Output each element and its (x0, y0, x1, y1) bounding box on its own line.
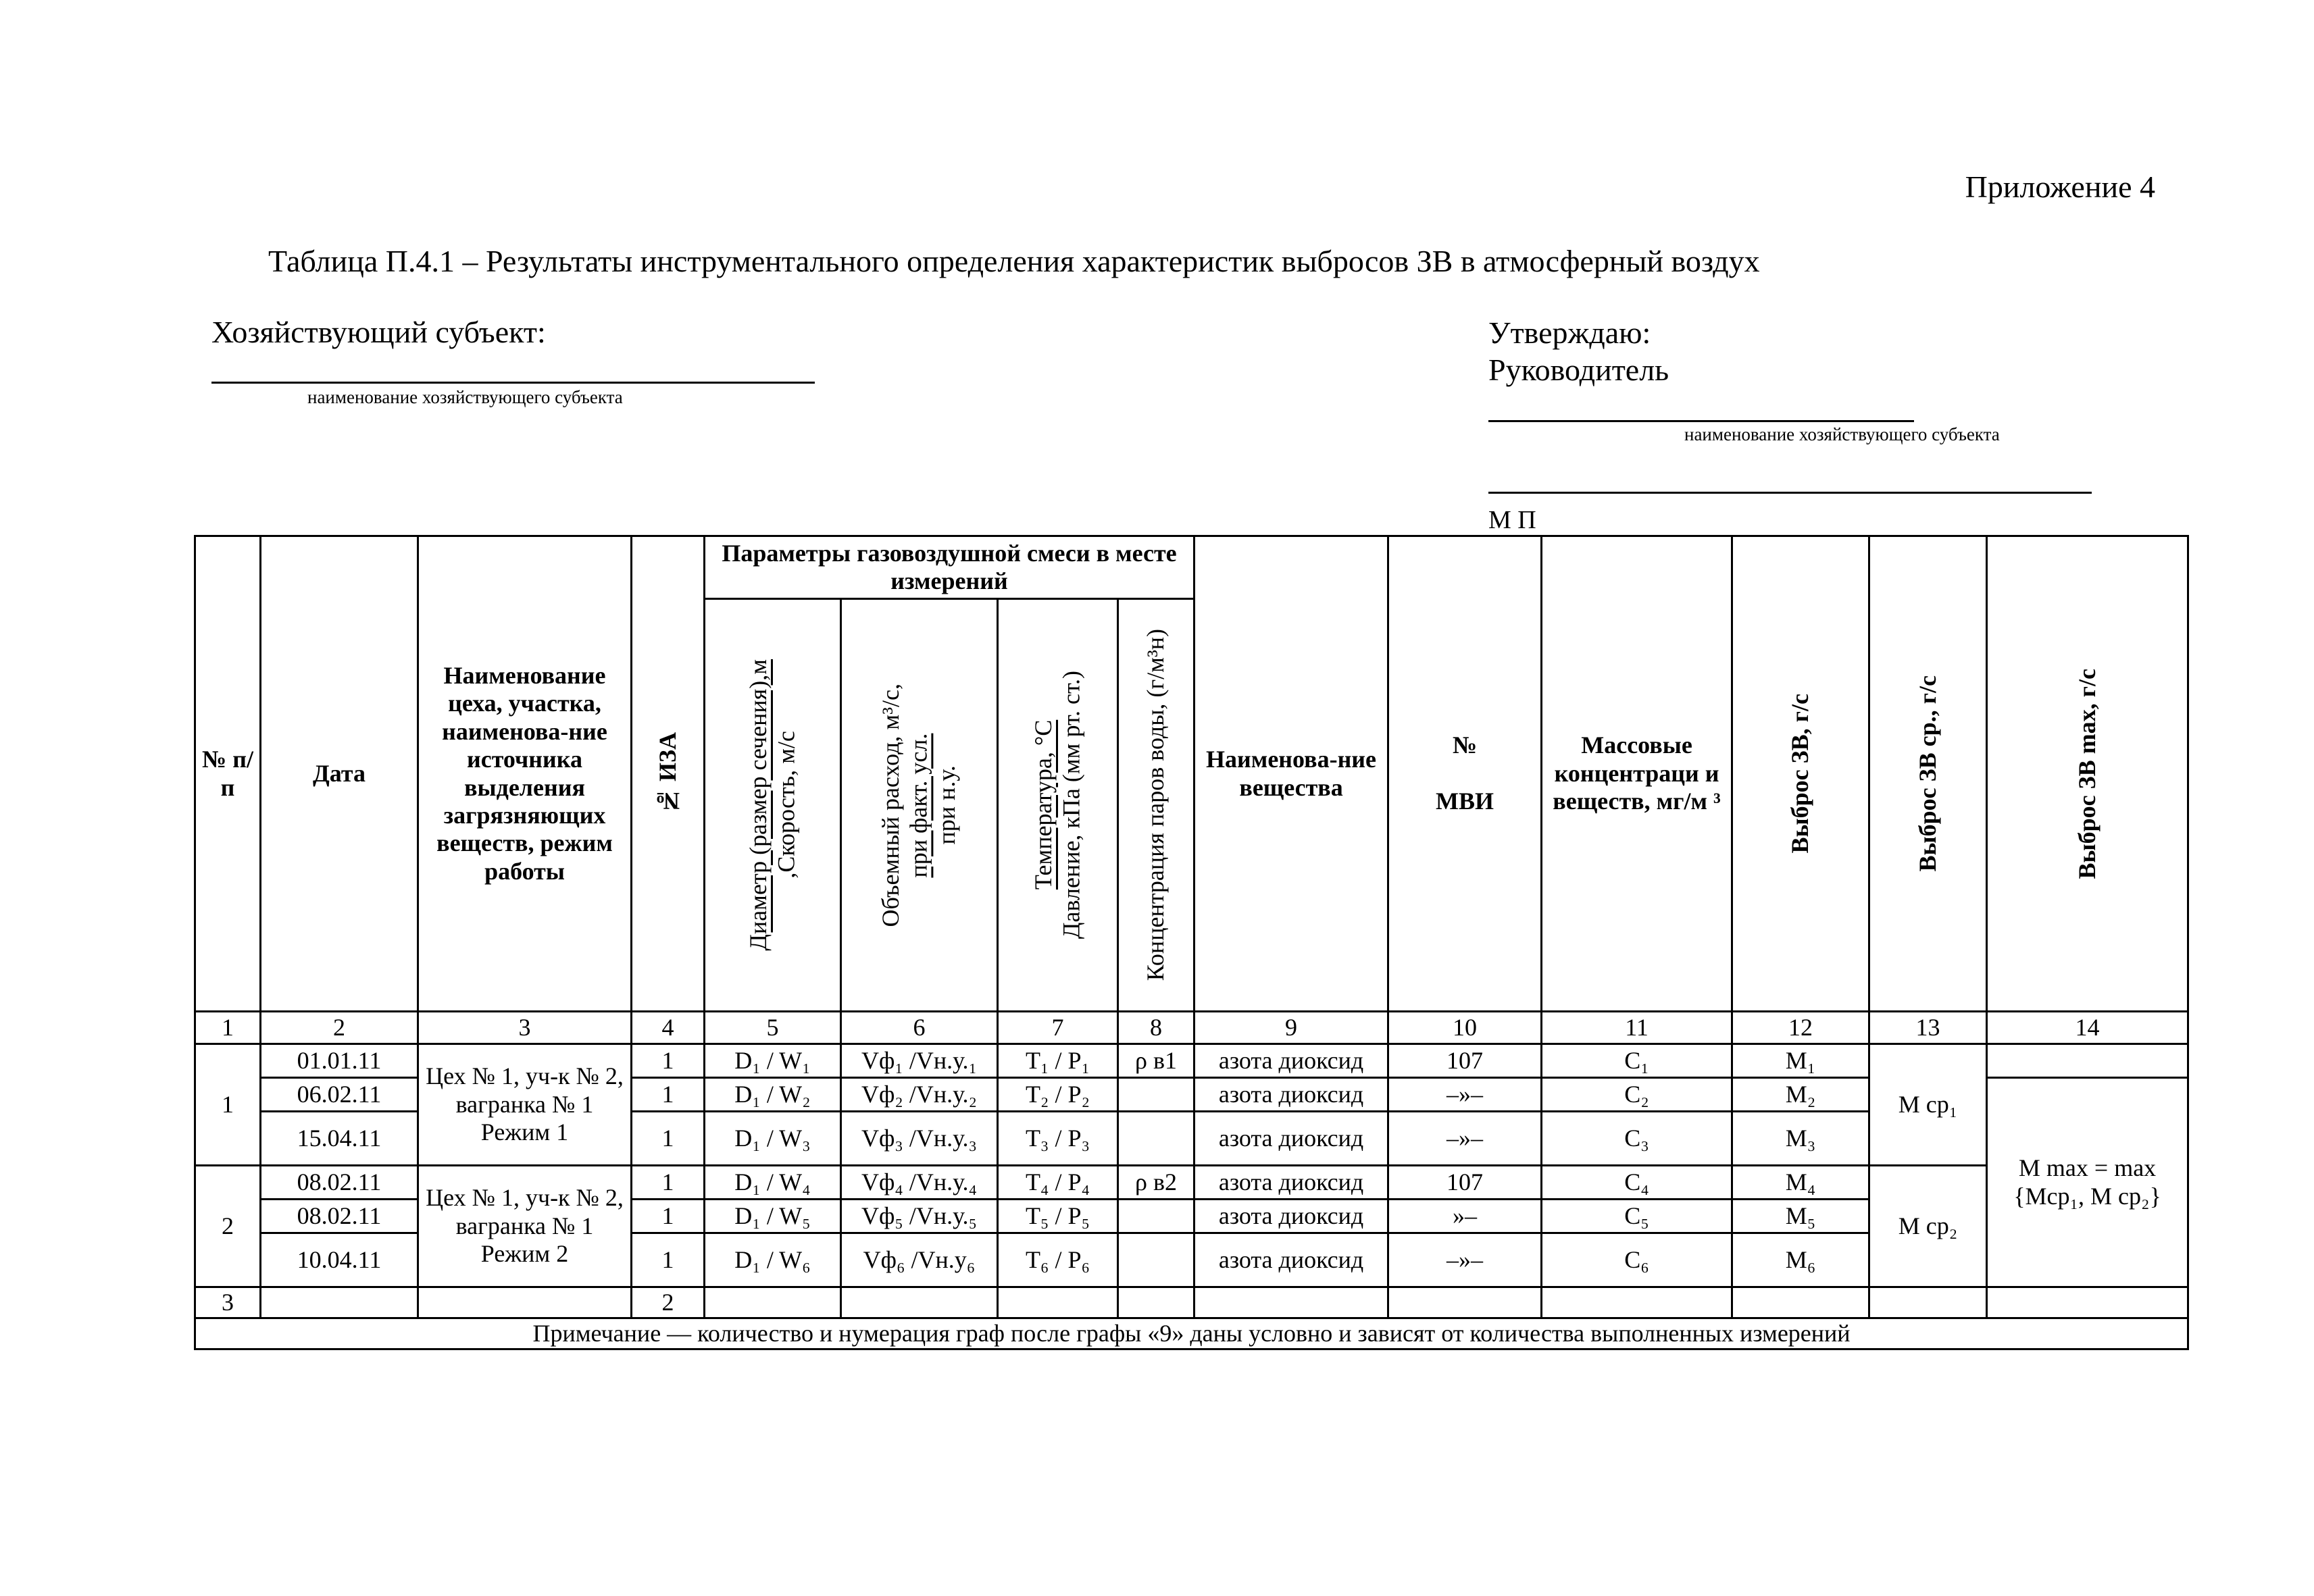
cell-tp: T₆ / P₆ (998, 1233, 1118, 1287)
header-mvi-num: № (1452, 731, 1478, 759)
cell-mvi: 107 (1388, 1044, 1542, 1078)
cell-date: 06.02.11 (261, 1078, 418, 1112)
colnum: 5 (705, 1012, 841, 1044)
cell-avg: М ср₁ (1869, 1044, 1987, 1166)
header-iza-text: № ИЗА (653, 732, 681, 815)
cell-date: 08.02.11 (261, 1166, 418, 1200)
cell-dw: D₁ / W₂ (705, 1078, 841, 1112)
cell-dw: D₁ / W₁ (705, 1044, 841, 1078)
cell-c: C₆ (1542, 1233, 1732, 1287)
cell-iza: 1 (632, 1233, 705, 1287)
header-temperature-a: Температура, °С (1030, 720, 1057, 890)
header-num: № п/ п (195, 536, 261, 1012)
group-num: 1 (195, 1044, 261, 1166)
header-volume-a: Объемный расход, м³/с, (877, 683, 905, 927)
header-substance: Наименова-ние вещества (1194, 536, 1388, 1012)
subject-label: Хозяйствующий субъект: (211, 315, 546, 349)
header-temperature-b: Давление, кПа (мм рт. ст.) (1057, 671, 1085, 939)
colnum: 6 (841, 1012, 998, 1044)
table-row (195, 1287, 2188, 1318)
approval-name-line (1488, 492, 2092, 494)
cell-vf: Vф₃ /Vн.у.₃ (841, 1112, 998, 1166)
header-diameter-a: Диаметр (размер сечения),м (745, 659, 772, 951)
approval-line-1: Утверждаю: (1488, 315, 1651, 350)
cell-m: M₂ (1732, 1078, 1869, 1112)
cell-tp: T₃ / P₃ (998, 1112, 1118, 1166)
header-mvi-text: МВИ (1436, 788, 1494, 815)
cell-date: 08.02.11 (261, 1200, 418, 1233)
approval-signature-line (1488, 420, 1914, 422)
cell-vf: Vф₄ /Vн.у.₄ (841, 1166, 998, 1200)
cell-c: C₅ (1542, 1200, 1732, 1233)
colnum: 4 (632, 1012, 705, 1044)
cell-vf: Vф₁ /Vн.у.₁ (841, 1044, 998, 1078)
cell-mvi: –»– (1388, 1112, 1542, 1166)
header-emission-max (1987, 536, 2188, 1012)
cell-c: C₂ (1542, 1078, 1732, 1112)
header-diameter-b: ,Скорость, м/с (772, 731, 800, 879)
emissions-table (194, 535, 2189, 1350)
cell-iza: 1 (632, 1112, 705, 1166)
colnum: 13 (1869, 1012, 1987, 1044)
colnum: 12 (1732, 1012, 1869, 1044)
cell-m: M₅ (1732, 1200, 1869, 1233)
cell-dw: D₁ / W₃ (705, 1112, 841, 1166)
group-num: 2 (195, 1166, 261, 1287)
header-emission (1732, 536, 1869, 1012)
header-volume (841, 599, 998, 1012)
cell-c: C₃ (1542, 1112, 1732, 1166)
cell-substance: азота диоксид (1194, 1233, 1388, 1287)
cell-substance: азота диоксид (1194, 1200, 1388, 1233)
cell-date: 01.01.11 (261, 1044, 418, 1078)
cell-date: 15.04.11 (261, 1112, 418, 1166)
header-emission-max-text: Выброс ЗВ max, г/с (2073, 668, 2101, 879)
table-note: Примечание — количество и нумерация граф после графы «9» даны условно и зависят от количества выполненных измерений (195, 1318, 2188, 1349)
colnum: 11 (1542, 1012, 1732, 1044)
cell-date: 10.04.11 (261, 1233, 418, 1287)
cell-m: M₃ (1732, 1112, 1869, 1166)
table-title: Таблица П.4.1 – Результаты инструментального определения характеристик выбросов ЗВ в атмосферный воздух (268, 244, 1760, 278)
cell-tp: T₁ / P₁ (998, 1044, 1118, 1078)
cell-source: Цех № 1, уч-к № 2, вагранка № 1 Режим 2 (418, 1166, 632, 1287)
cell-iza: 1 (632, 1044, 705, 1078)
cell-max-blank (1987, 1044, 2188, 1078)
cell-rho (1118, 1078, 1194, 1112)
row3-iza: 2 (632, 1287, 705, 1318)
cell-dw: D₁ / W₆ (705, 1233, 841, 1287)
header-water-vapor (1118, 599, 1194, 1012)
cell-substance: азота диоксид (1194, 1044, 1388, 1078)
cell-rho (1118, 1233, 1194, 1287)
cell-substance: азота диоксид (1194, 1112, 1388, 1166)
colnum: 7 (998, 1012, 1118, 1044)
header-concentration: Массовые концентраци и веществ, мг/м ³ (1542, 536, 1732, 1012)
approval-line-2: Руководитель (1488, 353, 1669, 387)
table-row (195, 1044, 2188, 1078)
cell-vf: Vф₂ /Vн.у.₂ (841, 1078, 998, 1112)
cell-avg: М ср₂ (1869, 1166, 1987, 1287)
cell-c: C₄ (1542, 1166, 1732, 1200)
cell-iza: 1 (632, 1166, 705, 1200)
cell-mvi: –»– (1388, 1078, 1542, 1112)
cell-iza: 1 (632, 1200, 705, 1233)
header-mvi (1388, 536, 1542, 1012)
appendix-label: Приложение 4 (1965, 170, 2155, 204)
cell-m: M₁ (1732, 1044, 1869, 1078)
subject-caption: наименование хозяйствующего субъекта (307, 387, 623, 407)
cell-substance: азота диоксид (1194, 1078, 1388, 1112)
colnum: 8 (1118, 1012, 1194, 1044)
cell-m: M₄ (1732, 1166, 1869, 1200)
cell-vf: Vф₅ /Vн.у.₅ (841, 1200, 998, 1233)
cell-iza: 1 (632, 1078, 705, 1112)
header-gas-params: Параметры газовоздушной смеси в месте измерений (705, 536, 1194, 599)
header-volume-c: при н.у. (933, 765, 961, 845)
colnum: 14 (1987, 1012, 2188, 1044)
cell-rho: ρ в2 (1118, 1166, 1194, 1200)
colnum: 1 (195, 1012, 261, 1044)
stamp-place-label: М П (1488, 506, 1536, 534)
colnum: 2 (261, 1012, 418, 1044)
approval-block (1488, 314, 1669, 388)
cell-rho (1118, 1200, 1194, 1233)
header-water-vapor-text: Концентрация паров воды, (г/м³н) (1142, 629, 1169, 981)
cell-dw: D₁ / W₅ (705, 1200, 841, 1233)
header-source: Наименование цеха, участка, наименова-ние источника выделения загрязняющих веществ, режим работы (418, 536, 632, 1012)
column-numbers-row (195, 1012, 2188, 1044)
cell-c: C₁ (1542, 1044, 1732, 1078)
header-diameter (705, 599, 841, 1012)
header-emission-avg-text: Выброс ЗВ ср., г/с (1913, 675, 1941, 872)
header-emission-text: Выброс ЗВ, г/с (1786, 694, 1814, 854)
cell-vf: Vф₆ /Vн.у₆ (841, 1233, 998, 1287)
header-temperature (998, 599, 1118, 1012)
cell-tp: T₅ / P₅ (998, 1200, 1118, 1233)
cell-m: M₆ (1732, 1233, 1869, 1287)
cell-tp: T₄ / P₄ (998, 1166, 1118, 1200)
header-volume-b: при факт. усл. (905, 733, 932, 877)
header-date: Дата (261, 536, 418, 1012)
approval-caption: наименование хозяйствующего субъекта (1684, 424, 2000, 444)
cell-max: M max = max {Mср₁, М ср₂} (1987, 1078, 2188, 1287)
table-row (195, 1166, 2188, 1200)
colnum: 3 (418, 1012, 632, 1044)
cell-rho: ρ в1 (1118, 1044, 1194, 1078)
header-emission-avg (1869, 536, 1987, 1012)
cell-mvi: –»– (1388, 1233, 1542, 1287)
row3-num: 3 (195, 1287, 261, 1318)
cell-dw: D₁ / W₄ (705, 1166, 841, 1200)
cell-tp: T₂ / P₂ (998, 1078, 1118, 1112)
cell-rho (1118, 1112, 1194, 1166)
colnum: 10 (1388, 1012, 1542, 1044)
cell-source: Цех № 1, уч-к № 2, вагранка № 1 Режим 1 (418, 1044, 632, 1166)
header-iza (632, 536, 705, 1012)
cell-substance: азота диоксид (1194, 1166, 1388, 1200)
cell-mvi: »– (1388, 1200, 1542, 1233)
cell-mvi: 107 (1388, 1166, 1542, 1200)
subject-signature-line (211, 382, 815, 384)
colnum: 9 (1194, 1012, 1388, 1044)
